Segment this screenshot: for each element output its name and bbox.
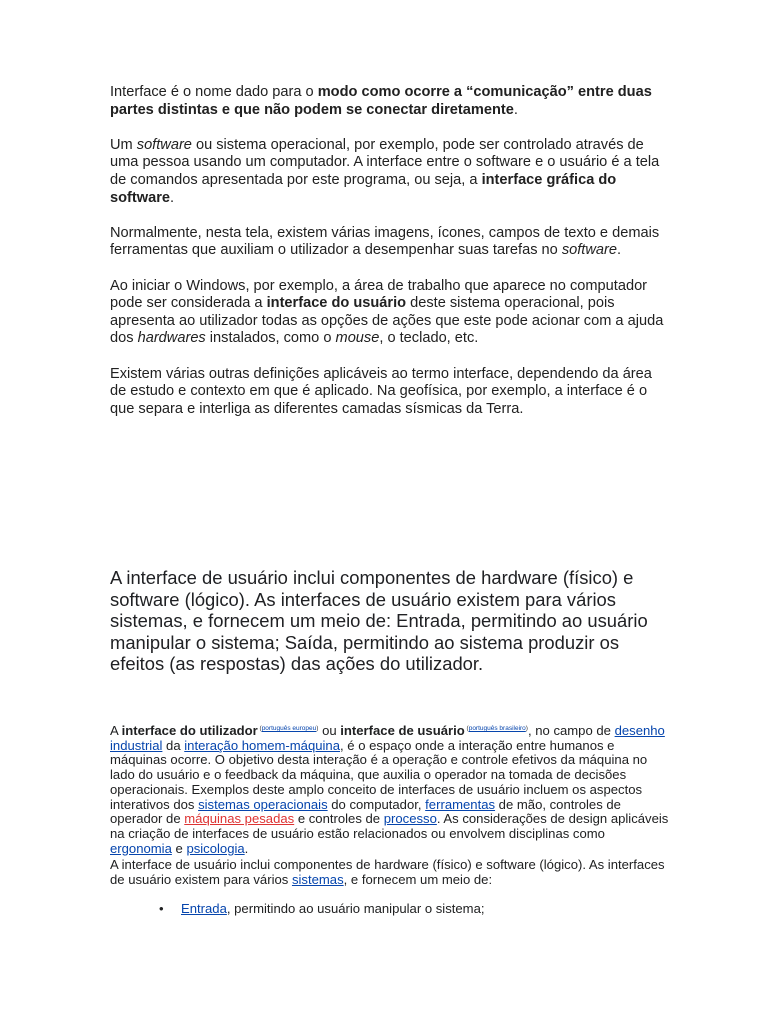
text: . [244, 840, 249, 856]
paragraph-wiki-components [110, 858, 670, 887]
text: . [513, 101, 518, 118]
text: Ao iniciar o Windows, por exemplo, a área de trabalho que aparece no computador pode ser considerada a [110, 277, 648, 312]
text: Existem várias outras definições aplicáveis ao termo interface, dependendo da área de estudo e contexto em que é aplicado. Na geofísica, por exemplo, a interface é o que separa e interliga as diferentes camadas sísmicas da Terra. [110, 365, 652, 417]
link-sistemas[interactable]: sistemas [291, 872, 344, 888]
text: e controles de [294, 811, 384, 827]
link-psicologia[interactable]: psicologia [186, 840, 245, 856]
link-desenho-industrial[interactable]: desenho industrial [110, 723, 665, 753]
article-section-wiki [110, 722, 670, 916]
italic-text: mouse [335, 330, 380, 347]
paragraph-screen [110, 225, 670, 260]
link-sistemas-operacionais[interactable]: sistemas operacionais [198, 796, 328, 812]
link-portugues-brasileiro[interactable]: português brasileiro [468, 725, 526, 732]
text: A interface de usuário inclui componentes de hardware (físico) e software (lógico). As interfaces de usuário existem para vários [110, 857, 665, 888]
text: da [162, 737, 185, 753]
text: , no campo de [527, 723, 615, 738]
article-section-summary [110, 567, 670, 675]
text: deste sistema operacional, pois apresenta ao utilizador todas as opções de ações que este pode acionar com a ajuda dos [110, 295, 664, 347]
link-portugues-europeu[interactable]: português europeu [261, 725, 317, 732]
paragraph-windows [110, 278, 670, 348]
link-maquinas-pesadas[interactable]: máquinas pesadas [184, 811, 295, 827]
paragraph-definition [110, 84, 670, 119]
text: ou [318, 723, 341, 738]
text: , é o espaço onde a interação entre humanos e máquinas ocorre. O objetivo desta interação é a operação e controle efetivos da máquina no lado do usuário e o feedback da máquina, que auxilia o operador na tomada de decisões operacionais. Exemplos deste amplo conceito de interfaces de usuário incluem os aspectos interativos dos [110, 737, 648, 812]
text: . As considerações de design aplicáveis na criação de interfaces de usuário estão relacionados ou envolvem disciplinas como [110, 811, 669, 841]
text: Um [110, 136, 137, 153]
link-ferramentas[interactable]: ferramentas [425, 796, 496, 812]
bold-text: interface gráfica do software [110, 171, 617, 206]
text: do computador, [327, 796, 426, 812]
text: ( [464, 725, 469, 732]
language-note-pt-eu [258, 725, 319, 732]
text: ) [316, 725, 319, 732]
link-processo[interactable]: processo [383, 811, 437, 827]
link-interacao-homem-maquina[interactable]: interação homem-máquina [184, 737, 341, 753]
text: . [170, 189, 175, 206]
italic-text: hardwares [137, 330, 206, 347]
paragraph-summary: A interface de usuário inclui componentes de hardware (físico) e software (lógico). As interfaces de usuário existem para vários sistemas, e fornecem um meio de: Entrada, permitindo ao usuário manipular o sistema; Saída, permitindo ao sistema produzir os efeitos (as respostas) das ações do utilizador. [110, 567, 648, 674]
text: . [617, 242, 622, 259]
text: , e fornecem um meio de: [343, 872, 493, 888]
text: , permitindo ao usuário manipular o sistema; [226, 900, 485, 916]
text: e [171, 840, 187, 856]
text: ou sistema operacional, por exemplo, pode ser controlado através de uma pessoa usando um computador. A interface entre o software e o usuário é a tela de comandos apresentada por este programa, ou seja, a [110, 136, 660, 188]
link-entrada[interactable]: Entrada [181, 900, 227, 916]
text: A [110, 723, 122, 738]
text: de mão, controles de operador de [110, 796, 621, 827]
bullet-list [110, 902, 670, 917]
text: , o teclado, etc. [379, 330, 479, 347]
text: ) [525, 725, 528, 732]
list-item [110, 902, 670, 917]
language-note-pt-br [465, 725, 528, 732]
paragraph-other-definitions [110, 366, 670, 419]
italic-text: software [136, 136, 192, 153]
text: Interface é o nome dado para o [110, 84, 318, 100]
bold-text: interface de usuário [340, 723, 465, 738]
bold-text: modo como ocorre a “comunicação” entre duas partes distintas e que não podem se conectar diretamente [110, 84, 652, 118]
paragraph-wiki-intro [110, 722, 670, 856]
text: instalados, como o [205, 330, 336, 347]
bold-text: interface do usuário [266, 295, 407, 312]
text: ( [257, 725, 262, 732]
paragraph-software [110, 137, 670, 207]
text: Normalmente, nesta tela, existem várias imagens, ícones, campos de texto e demais ferramentas que auxiliam o utilizador a desempenhar suas tarefas no [110, 224, 660, 259]
bullet-icon: • [159, 900, 164, 916]
link-ergonomia[interactable]: ergonomia [110, 840, 172, 856]
bold-text: interface do utilizador [121, 723, 258, 738]
italic-text: software [561, 242, 617, 259]
article-section-intro [110, 84, 670, 436]
